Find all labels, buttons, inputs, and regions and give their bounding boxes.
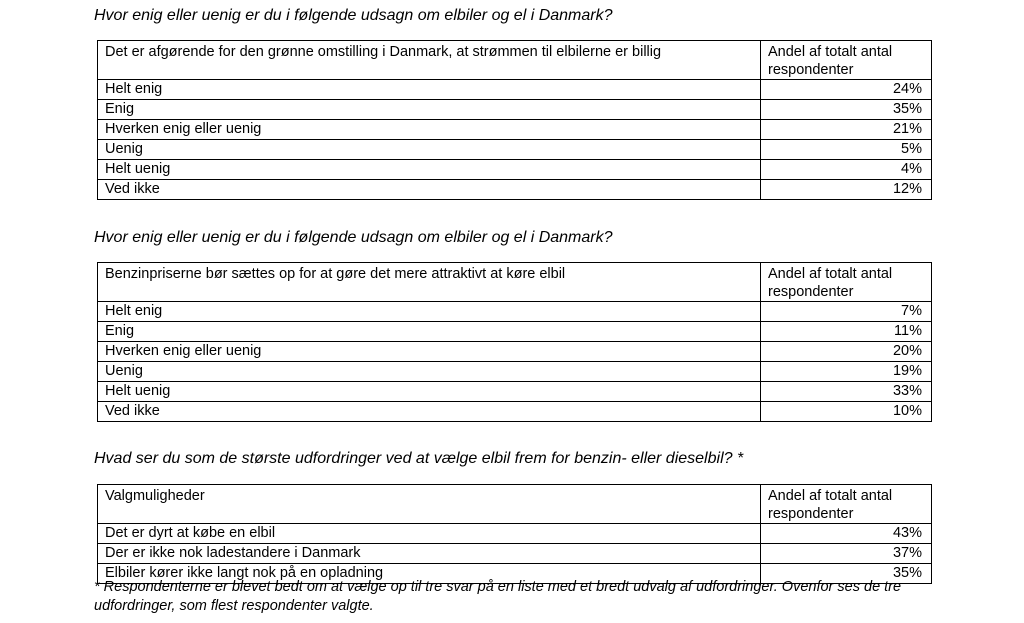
survey-table-3 [97, 484, 932, 584]
share-column-header: Andel af totalt antal respondenter [761, 485, 932, 524]
table-row [98, 544, 932, 564]
table-row [98, 140, 932, 160]
table-row [98, 100, 932, 120]
answer-label: Uenig [98, 140, 761, 160]
answer-share: 37% [761, 544, 932, 564]
answer-label: Helt enig [98, 302, 761, 322]
share-column-header: Andel af totalt antal respondenter [761, 41, 932, 80]
survey-table-2 [97, 262, 932, 422]
answer-share: 35% [761, 100, 932, 120]
answer-label: Helt uenig [98, 382, 761, 402]
table-row [98, 524, 932, 544]
table-header-row [98, 485, 932, 524]
table-row [98, 342, 932, 362]
answer-share: 24% [761, 80, 932, 100]
answer-share: 7% [761, 302, 932, 322]
answer-share: 35% [761, 564, 932, 584]
answer-label: Enig [98, 322, 761, 342]
question-1: Hvor enig eller uenig er du i følgende udsagn om elbiler og el i Danmark? [94, 7, 613, 24]
answer-share: 20% [761, 342, 932, 362]
answer-share: 21% [761, 120, 932, 140]
table-row [98, 402, 932, 422]
table-row [98, 302, 932, 322]
options-header: Valgmuligheder [98, 485, 761, 524]
answer-label: Enig [98, 100, 761, 120]
answer-label: Helt uenig [98, 160, 761, 180]
share-column-header: Andel af totalt antal respondenter [761, 263, 932, 302]
statement-header: Benzinpriserne bør sættes op for at gøre det mere attraktivt at køre elbil [98, 263, 761, 302]
answer-share: 11% [761, 322, 932, 342]
answer-label: Ved ikke [98, 402, 761, 422]
answer-share: 4% [761, 160, 932, 180]
table-row [98, 362, 932, 382]
answer-label: Hverken enig eller uenig [98, 342, 761, 362]
answer-share: 5% [761, 140, 932, 160]
answer-share: 33% [761, 382, 932, 402]
table-row [98, 160, 932, 180]
answer-share: 19% [761, 362, 932, 382]
answer-label: Det er dyrt at købe en elbil [98, 524, 761, 544]
answer-label: Elbiler kører ikke langt nok på en opladning [98, 564, 761, 584]
table-row [98, 180, 932, 200]
answer-label: Der er ikke nok ladestandere i Danmark [98, 544, 761, 564]
answer-label: Hverken enig eller uenig [98, 120, 761, 140]
answer-share: 43% [761, 524, 932, 544]
answer-share: 10% [761, 402, 932, 422]
answer-label: Helt enig [98, 80, 761, 100]
footnote: * Respondenterne er blevet bedt om at vælge op til tre svar på en liste med et bredt udvalg af udfordringer. Ovenfor ses de tre udfordringer, som flest respondenter valgte. [94, 579, 902, 614]
answer-share: 12% [761, 180, 932, 200]
survey-table-1 [97, 40, 932, 200]
table-header-row [98, 41, 932, 80]
table-header-row [98, 263, 932, 302]
answer-label: Uenig [98, 362, 761, 382]
table-row [98, 120, 932, 140]
table-row [98, 382, 932, 402]
answer-label: Ved ikke [98, 180, 761, 200]
table-row [98, 80, 932, 100]
table-row [98, 322, 932, 342]
question-3: Hvad ser du som de største udfordringer ved at vælge elbil frem for benzin- eller dieselbil? * [94, 450, 744, 467]
statement-header: Det er afgørende for den grønne omstilling i Danmark, at strømmen til elbilerne er billig [98, 41, 761, 80]
question-2: Hvor enig eller uenig er du i følgende udsagn om elbiler og el i Danmark? [94, 229, 613, 246]
